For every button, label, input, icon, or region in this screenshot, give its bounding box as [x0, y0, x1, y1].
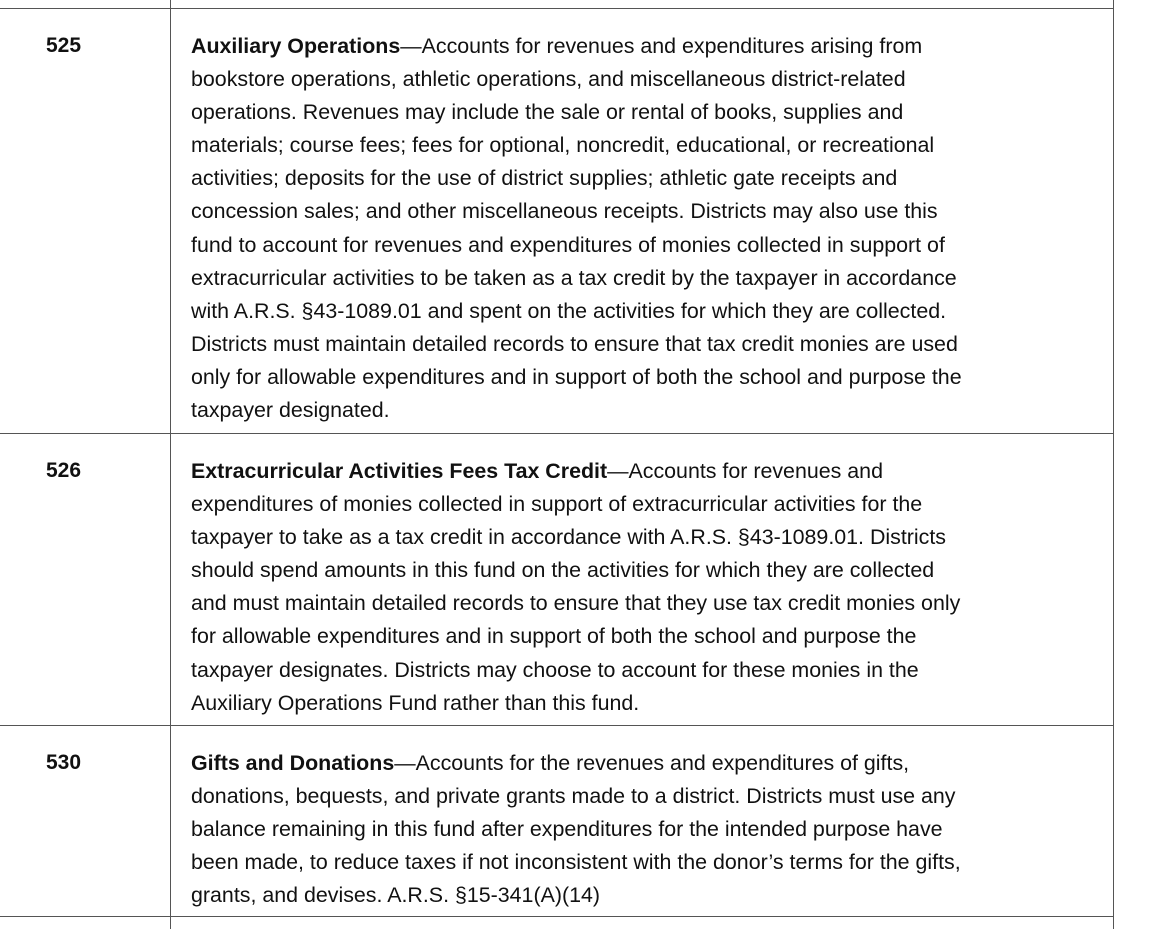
description-line: and must maintain detailed records to ensure that they use tax credit monies only	[191, 591, 961, 616]
description-line: materials; course fees; fees for optional, noncredit, educational, or recreational	[191, 133, 935, 158]
description-line: fund to account for revenues and expenditures of monies collected in support of	[191, 232, 945, 257]
description-line: been made, to reduce taxes if not inconsistent with the donor’s terms for the gifts,	[191, 850, 961, 875]
row-divider	[0, 916, 1114, 917]
description-line: —Accounts for the revenues and expenditures of gifts,	[394, 751, 910, 775]
fund-code: 530	[46, 751, 82, 774]
fund-code: 526	[46, 459, 82, 482]
description-line: grants, and devises. A.R.S. §15-341(A)(14)	[191, 883, 601, 908]
description-line: extracurricular activities to be taken as a tax credit by the taxpayer in accordance	[191, 265, 957, 290]
description-line: taxpayer to take as a tax credit in accordance with A.R.S. §43-1089.01. Districts	[191, 525, 946, 550]
description-line: Auxiliary Operations Fund rather than this fund.	[191, 690, 640, 715]
table-row	[0, 433, 1114, 725]
fund-title: Extracurricular Activities Fees Tax Credit	[191, 459, 608, 483]
table-row	[0, 8, 1114, 433]
description-line: donations, bequests, and private grants made to a district. Districts must use any	[191, 784, 956, 809]
description-line: activities; deposits for the use of district supplies; athletic gate receipts and	[191, 166, 898, 191]
description-line: Districts must maintain detailed records to ensure that tax credit monies are used	[191, 331, 958, 356]
description-line: operations. Revenues may include the sale or rental of books, supplies and	[191, 100, 904, 125]
fund-title: Gifts and Donations	[191, 751, 395, 775]
description-line: bookstore operations, athletic operations, and miscellaneous district-related	[191, 67, 906, 92]
description-line: expenditures of monies collected in support of extracurricular activities for the	[191, 492, 923, 517]
description-line: should spend amounts in this fund on the activities for which they are collected	[191, 558, 935, 583]
description-line: —Accounts for revenues and	[607, 459, 883, 483]
table-row	[0, 725, 1114, 916]
description-line: for allowable expenditures and in support of both the school and purpose the	[191, 624, 917, 649]
description-line: taxpayer designates. Districts may choose to account for these monies in the	[191, 657, 919, 682]
fund-code: 525	[46, 34, 82, 57]
fund-description	[191, 30, 1101, 427]
fund-title: Auxiliary Operations	[191, 34, 401, 58]
description-line: with A.R.S. §43-1089.01 and spent on the activities for which they are collected.	[191, 298, 947, 323]
description-line: —Accounts for revenues and expenditures arising from	[400, 34, 923, 58]
fund-description	[191, 455, 1101, 720]
description-line: concession sales; and other miscellaneous receipts. Districts may also use this	[191, 199, 938, 224]
description-line: taxpayer designated.	[191, 398, 390, 423]
description-line: only for allowable expenditures and in support of both the school and purpose the	[191, 364, 962, 389]
fund-description	[191, 747, 1101, 912]
description-line: balance remaining in this fund after expenditures for the intended purpose have	[191, 817, 943, 842]
